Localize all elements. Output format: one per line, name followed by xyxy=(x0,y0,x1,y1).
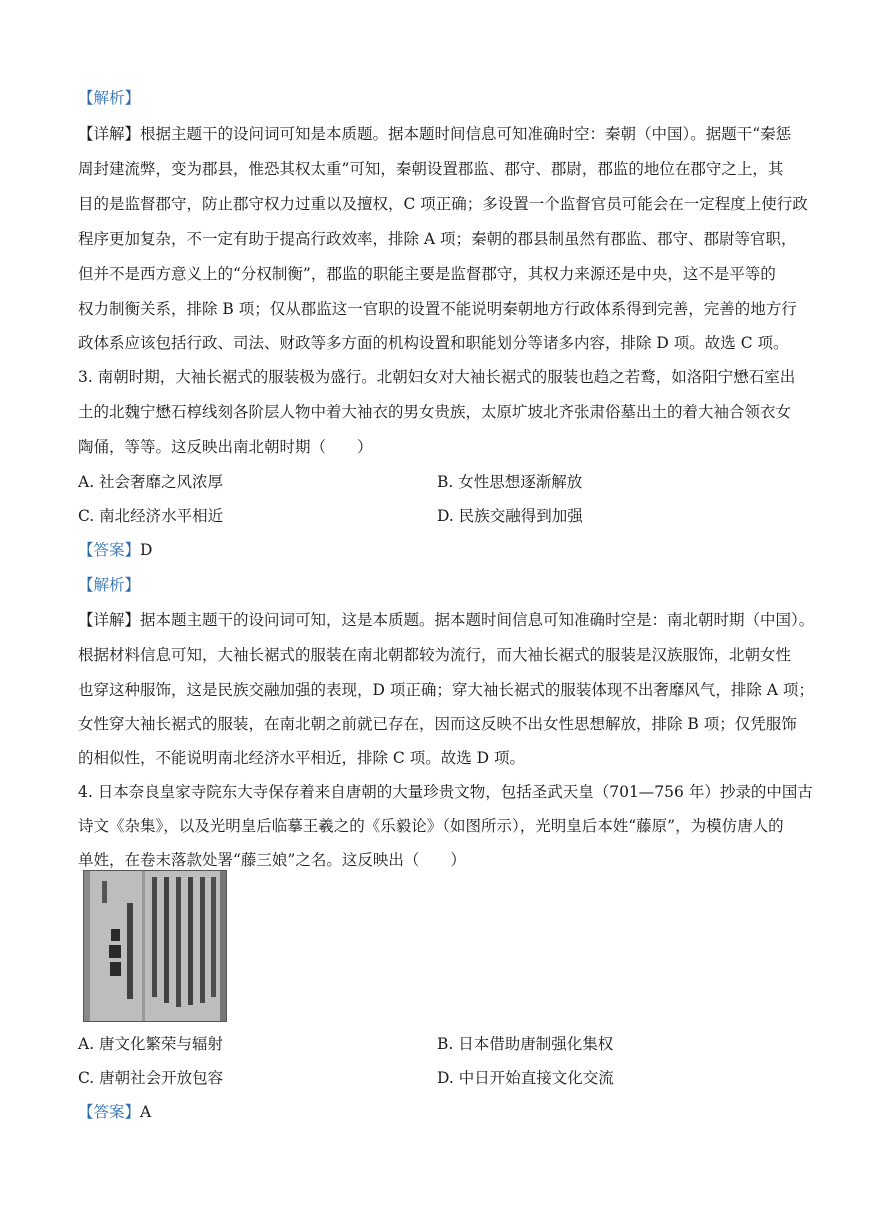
answer-value: D xyxy=(140,541,153,559)
answer-row xyxy=(78,540,798,560)
detail-line: 女性穿大袖长裾式的服装，在南北朝之前就已存在，因而这反映不出女性思想解放，排除 B 项；仅凭服饰 xyxy=(78,715,797,733)
option-c: C. 唐朝社会开放包容 xyxy=(78,1069,224,1087)
detail-line: 也穿这种服饰，这是民族交融加强的表现，D 项正确；穿大袖长裾式的服装体现不出奢靡风气，排除 A 项； xyxy=(78,681,814,699)
detail-line: 权力制衡关系，排除 B 项；仅从郡监这一官职的设置不能说明秦朝地方行政体系得到完善，完善的地方行 xyxy=(78,300,797,318)
answer-value: A xyxy=(140,1103,152,1121)
detail-line: 政体系应该包括行政、司法、财政等多方面的机构设置和职能划分等诸多内容，排除 D 项。故选 C 项。 xyxy=(78,334,789,352)
calligraphy-drawing xyxy=(84,871,226,1021)
detail-line: 【详解】据本题主题干的设问词可知，这是本质题。据本题时间信息可知准确时空是：南北朝时期（中国）。 xyxy=(78,611,815,629)
option-c: C. 南北经济水平相近 xyxy=(78,507,224,525)
detail-line: 周封建流弊，变为郡县，惟恐其权太重”可知，秦朝设置郡监、郡守、郡尉，郡监的地位在郡守之上，其 xyxy=(78,160,784,178)
detail-line: 程序更加复杂，不一定有助于提高行政效率，排除 A 项；秦朝的郡县制虽然有郡监、郡守、郡尉等官职， xyxy=(78,230,797,248)
calligraphy-image xyxy=(83,870,227,1022)
answer-row xyxy=(78,1102,798,1122)
detail-line: 的相似性，不能说明南北经济水平相近，排除 C 项。故选 D 项。 xyxy=(78,749,525,767)
option-d: D. 中日开始直接文化交流 xyxy=(437,1069,614,1087)
question-stem: 土的北魏宁懋石椁线刻各阶层人物中着大袖衣的男女贵族，太原圹坡北齐张肃俗墓出土的着大袖合领衣女 xyxy=(78,403,792,421)
detail-line: 根据材料信息可知，大袖长裾式的服装在南北朝都较为流行，而大袖长裾式的服装是汉族服饰，北朝女性 xyxy=(78,646,792,664)
option-a: A. 唐文化繁荣与辐射 xyxy=(78,1035,224,1053)
answer-label: 【答案】 xyxy=(78,541,141,559)
answer-label: 【答案】 xyxy=(78,1103,141,1121)
question-stem: 4. 日本奈良皇家寺院东大寺保存着来自唐朝的大量珍贵文物，包括圣武天皇（701—756 年）抄录的中国古 xyxy=(78,783,813,801)
detail-line: 目的是监督郡守，防止郡守权力过重以及擅权，C 项正确；多设置一个监督官员可能会在一定程度上使行政 xyxy=(78,195,808,213)
detail-line: 【详解】根据主题干的设问词可知是本质题。据本题时间信息可知准确时空：秦朝（中国）。据题干“秦惩 xyxy=(78,125,792,143)
question-stem: 3. 南朝时期，大袖长裾式的服装极为盛行。北朝妇女对大袖长裾式的服装也趋之若鹜，如洛阳宁懋石室出 xyxy=(78,368,796,386)
option-b: B. 日本借助唐制强化集权 xyxy=(437,1035,614,1053)
analysis-label: 【解析】 xyxy=(78,576,141,594)
option-b: B. 女性思想逐渐解放 xyxy=(437,473,583,491)
question-stem: 陶俑，等等。这反映出南北朝时期（ ） xyxy=(78,438,373,456)
question-stem: 诗文《杂集》，以及光明皇后临摹王羲之的《乐毅论》（如图所示），光明皇后本姓“藤原”，为模仿唐人的 xyxy=(78,817,784,835)
option-a: A. 社会奢靡之风浓厚 xyxy=(78,473,224,491)
analysis-label: 【解析】 xyxy=(78,89,141,107)
option-d: D. 民族交融得到加强 xyxy=(437,507,583,525)
detail-line: 但并不是西方意义上的“分权制衡”，郡监的职能主要是监督郡守，其权力来源还是中央，这不是平等的 xyxy=(78,265,776,283)
question-stem: 单姓，在卷末落款处署“藤三娘”之名。这反映出（ ） xyxy=(78,851,466,869)
